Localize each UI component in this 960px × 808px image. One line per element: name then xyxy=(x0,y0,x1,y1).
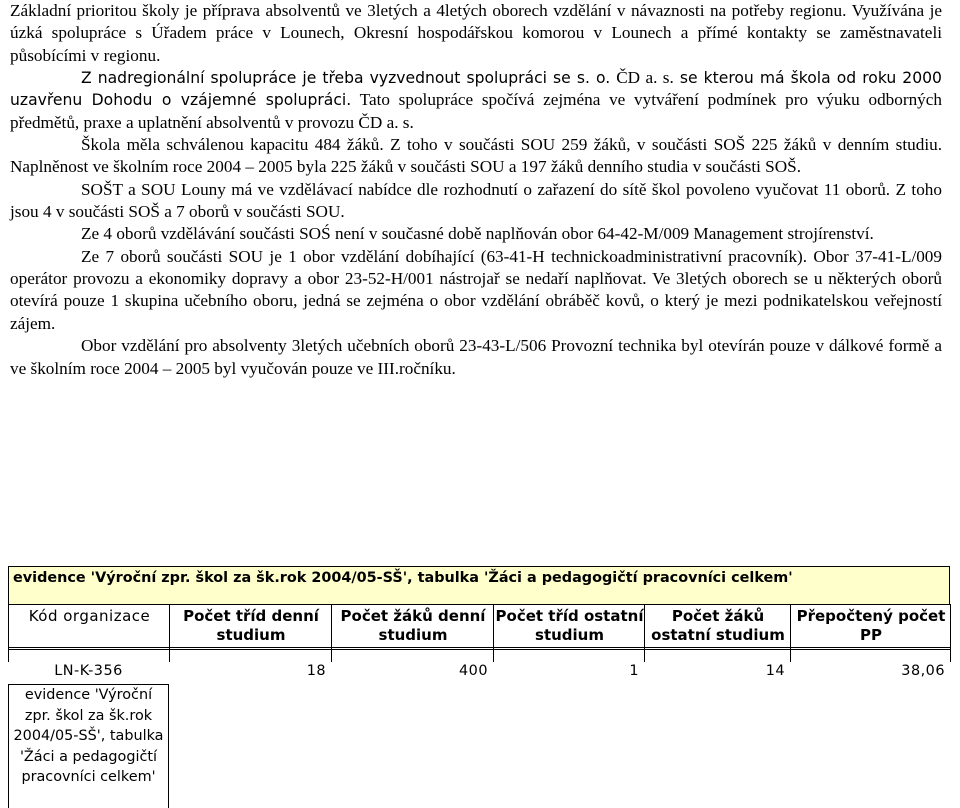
paragraph-capacity xyxy=(10,134,942,179)
text-run: ČD a. s. xyxy=(616,68,674,88)
document-body xyxy=(10,0,942,380)
cell-zaci-ostatni: 14 xyxy=(765,663,785,679)
paragraph-provozni-technika xyxy=(10,335,942,380)
paragraph-offer xyxy=(10,179,942,224)
text-run: Z nadregionální spolupráce je třeba vyzvednout spolupráci se s. o. xyxy=(81,69,617,88)
cell-tridy-denni: 18 xyxy=(306,663,326,679)
text-run: Základní prioritou školy je příprava absolventů ve 3letých a 4letých oborech vzdělání v návaznosti na potřeby regionu. Využívána je úzká spolupráce s Úřadem práce v Lounech, Okresní hospodářskou komorou v Lounech a přímé kontakty se zaměstnavateli působícími v regionu. xyxy=(10,1,942,65)
table-border xyxy=(331,604,332,662)
paragraph-sos-fields xyxy=(10,223,942,245)
header-prepocteny-pp: Přepočtený počet PP xyxy=(796,607,946,644)
table-row xyxy=(8,662,950,681)
text-run: Ze 7 oborů součásti SOU je 1 obor vzdělání dobíhající (63-41-H technickoadministrativní pracovník). Obor 37-41-L/009 operátor provozu a ekonomiky dopravy a obor 23-52-H/001 nástrojař se nedaří naplňovat. Ve 3letých oborech se u některých oborů otevírá pouze 1 skupina učebního oboru, jedná se zejména o obor vzdělání obráběč kovů, o který je mezi podnikatelskou veřejností zájem. xyxy=(10,246,942,333)
text-run: Obor vzdělání pro absolventy 3letých učebních oborů 23-43-L/506 Provozní technika byl otevírán pouze v dálkové formě a ve školním roce 2004 – 2005 byl vyučován pouze ve III.ročníku. xyxy=(10,336,942,378)
table-border xyxy=(493,604,494,662)
cell-tridy-ostatni: 1 xyxy=(629,663,639,679)
table-border xyxy=(950,604,951,662)
table-border xyxy=(8,604,9,662)
header-tridy-denni: Počet tříd denní studium xyxy=(183,607,319,644)
text-run: SOŠT a SOU Louny má ve vzdělávací nabídce dle rozhodnutí o zařazení do sítě škol povoleno vyučovat 11 oborů. Z toho jsou 4 v součásti SOŠ a 7 oborů v součásti SOU. xyxy=(10,179,942,222)
cell-zaci-denni: 400 xyxy=(459,663,488,679)
header-tridy-ostatni: Počet tříd ostatní studium xyxy=(495,607,644,644)
header-kod-organizace: Kód organizace xyxy=(28,607,151,625)
text-run: se kterou má škola od roku 2000 uzavřenu Dohodu o vzájemné spolupráci. xyxy=(10,69,942,110)
cell-kod-organizace: LN-K-356 xyxy=(54,663,123,679)
header-zaci-denni: Počet žáků denní studium xyxy=(340,607,486,644)
text-run: Tato spolupráce spočívá zejména ve vytváření podmínek pro výuku odborných předmětů, praxe a uplatnění absolventů v provozu ČD a. s. xyxy=(10,90,942,132)
statistics-table xyxy=(8,566,958,808)
paragraph-priorities xyxy=(10,0,942,67)
paragraph-sou-fields xyxy=(10,246,942,335)
table-header-row xyxy=(8,604,951,650)
header-zaci-ostatni: Počet žáků ostatní studium xyxy=(651,607,785,644)
table-caption: evidence 'Výroční zpr. škol za šk.rok 2004/05-SŠ', tabulka 'Žáci a pedagogičtí pracovníci celkem' xyxy=(8,566,950,604)
text-run: Ze 4 oborů vzdělávání součásti SOŚ není v současné době naplňován obor 64-42-M/009 Management strojírenství. xyxy=(81,224,874,244)
table-border xyxy=(790,604,791,662)
table-border xyxy=(169,604,170,662)
table-source-note: evidence 'Výroční zpr. škol za šk.rok 2004/05-SŠ', tabulka 'Žáci a pedagogičtí pracovníci celkem' xyxy=(8,684,169,808)
table-border xyxy=(644,604,645,662)
cell-prepocteny-pp: 38,06 xyxy=(901,663,945,679)
text-run: Škola měla schválenou kapacitu 484 žáků. Z toho v součásti SOU 259 žáků, v součásti SOŠ 225 žáků v denním studiu. Naplněnost ve školním roce 2004 – 2005 byla 225 žáků v součásti SOU a 197 žáků denního studia v součásti SOŠ. xyxy=(10,135,942,177)
paragraph-cooperation xyxy=(10,67,942,134)
